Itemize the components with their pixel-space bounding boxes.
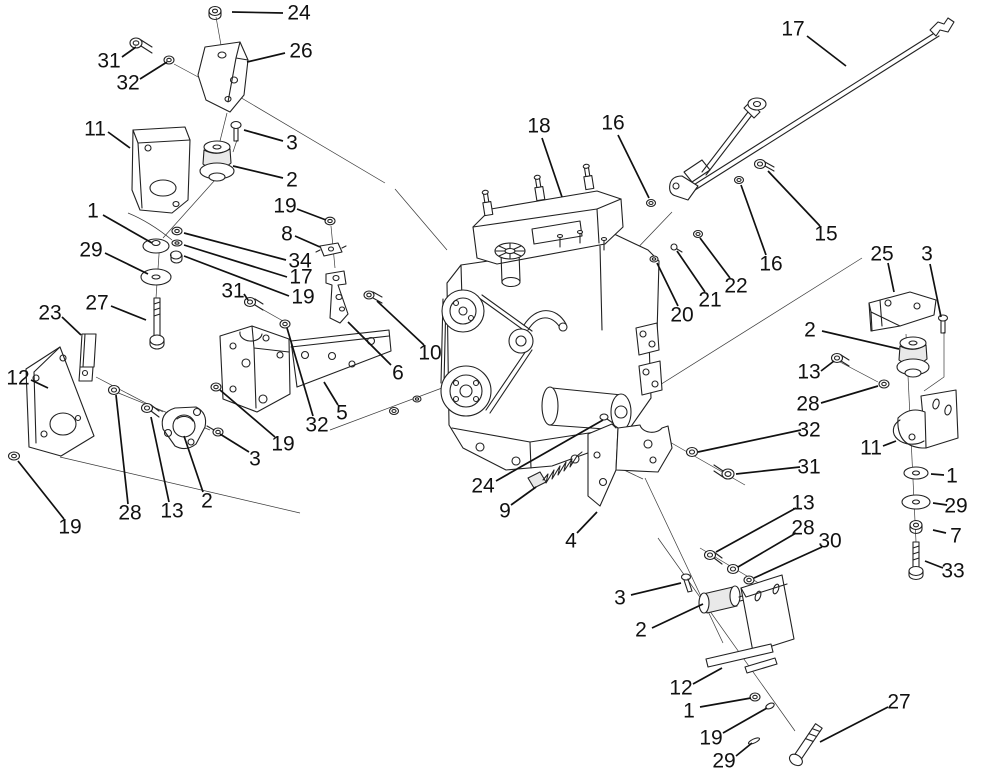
callout-22: 22: [724, 274, 748, 298]
callout-29: 29: [79, 238, 103, 262]
callout-1: 1: [946, 464, 958, 488]
callout-33: 33: [941, 559, 965, 583]
callout-5: 5: [336, 401, 348, 425]
callout-7: 7: [950, 524, 962, 548]
callout-32: 32: [305, 413, 329, 437]
callout-13: 13: [797, 360, 821, 384]
callout-6: 6: [392, 361, 404, 385]
callout-24: 24: [471, 474, 495, 498]
callout-8: 8: [281, 222, 293, 246]
callout-17: 17: [289, 265, 313, 289]
callout-1: 1: [87, 199, 99, 223]
callout-2: 2: [286, 168, 298, 192]
callout-32: 32: [116, 71, 140, 95]
callout-29: 29: [712, 749, 736, 772]
callout-27: 27: [887, 690, 911, 714]
callout-34: 34: [288, 249, 312, 273]
callout-16: 16: [759, 252, 783, 276]
callout-3: 3: [286, 131, 298, 155]
callout-26: 26: [289, 39, 313, 63]
callout-10: 10: [418, 341, 442, 365]
callout-23: 23: [38, 301, 62, 325]
callout-2: 2: [804, 318, 816, 342]
callout-15: 15: [814, 222, 838, 246]
callout-31: 31: [97, 49, 121, 73]
callout-11: 11: [860, 436, 882, 460]
callout-29: 29: [944, 494, 968, 518]
callout-20: 20: [670, 303, 694, 327]
callout-3: 3: [921, 242, 933, 266]
callout-19: 19: [58, 515, 82, 539]
callout-30: 30: [818, 529, 842, 553]
callout-19: 19: [271, 432, 295, 456]
callout-12: 12: [669, 676, 693, 700]
callout-3: 3: [249, 447, 261, 471]
callout-3: 3: [614, 586, 626, 610]
callout-27: 27: [85, 291, 109, 315]
callout-28: 28: [791, 516, 815, 540]
callout-16: 16: [601, 111, 625, 135]
callout-9: 9: [499, 499, 511, 523]
callout-2: 2: [201, 489, 213, 513]
callout-18: 18: [527, 114, 551, 138]
callout-19: 19: [699, 726, 723, 750]
callout-13: 13: [791, 491, 815, 515]
callout-31: 31: [221, 279, 245, 303]
callout-11: 11: [84, 117, 106, 141]
callout-4: 4: [565, 529, 577, 553]
callout-28: 28: [118, 501, 142, 525]
callout-13: 13: [160, 499, 184, 523]
callout-21: 21: [698, 288, 722, 312]
callout-19: 19: [291, 285, 315, 309]
callout-2: 2: [635, 618, 647, 642]
callout-19: 19: [273, 194, 297, 218]
callout-24: 24: [287, 1, 311, 25]
callout-31: 31: [797, 455, 821, 479]
callout-1: 1: [683, 699, 695, 723]
callout-17: 17: [781, 17, 805, 41]
callout-28: 28: [796, 392, 820, 416]
callout-32: 32: [797, 418, 821, 442]
callout-25: 25: [870, 242, 894, 266]
callout-12: 12: [6, 366, 30, 390]
